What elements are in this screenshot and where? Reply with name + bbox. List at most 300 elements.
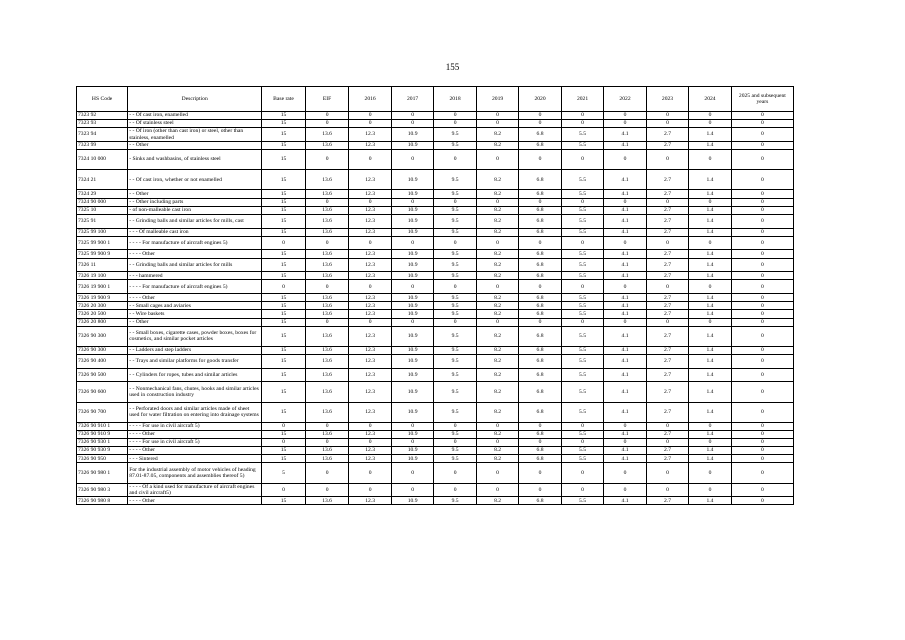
rate-cell: 0 (731, 170, 793, 190)
rate-cell: 8.2 (476, 368, 518, 382)
rate-cell: 0 (519, 463, 561, 483)
rate-cell: 8.2 (476, 346, 518, 354)
table-row (77, 497, 794, 505)
rate-cell: 13.6 (305, 214, 349, 228)
description-cell: - - Small cages and aviaries (128, 302, 262, 310)
rate-cell: 1.4 (689, 326, 731, 346)
hs-code-cell: 7326 90 910 9 (77, 430, 128, 438)
table-row (77, 280, 794, 294)
hs-code-cell: 7326 90 500 (77, 368, 128, 382)
table-row (77, 430, 794, 438)
rate-cell: 15 (262, 455, 306, 463)
rate-cell: 0 (305, 318, 349, 326)
rate-cell: 9.5 (434, 346, 476, 354)
rate-cell: 10.9 (391, 455, 433, 463)
rate-cell: 0 (731, 190, 793, 198)
rate-cell: 5.5 (561, 206, 603, 214)
rate-cell: 10.9 (391, 272, 433, 280)
rate-cell: 8.2 (476, 310, 518, 318)
rate-cell: 0 (731, 402, 793, 422)
rate-cell: 0 (731, 382, 793, 402)
rate-cell: 15 (262, 206, 306, 214)
rate-cell: 1.4 (689, 258, 731, 272)
description-cell: - - Grinding balls and similar articles for mills, cast (128, 214, 262, 228)
rate-cell: 2.7 (646, 272, 688, 280)
rate-cell: 1.4 (689, 128, 731, 142)
description-cell: - - Wire baskets (128, 310, 262, 318)
hs-code-cell: 7324 29 (77, 190, 128, 198)
rate-cell: 0 (604, 463, 646, 483)
rate-cell: 5 (262, 463, 306, 483)
rate-cell: 0 (731, 318, 793, 326)
rate-cell: 0 (731, 439, 793, 447)
rate-cell: 9.5 (434, 310, 476, 318)
rate-cell: 2.7 (646, 250, 688, 258)
rate-cell: 0 (434, 236, 476, 250)
rate-cell: 4.1 (604, 430, 646, 438)
hs-code-cell: 7324 21 (77, 170, 128, 190)
rate-cell: 12.3 (349, 302, 391, 310)
description-cell: - - - - Other (128, 430, 262, 438)
rate-cell: 0 (305, 463, 349, 483)
rate-cell: 9.5 (434, 142, 476, 150)
rate-cell: 1.4 (689, 382, 731, 402)
description-cell: - - Cylinders for ropes, tubes and similar articles (128, 368, 262, 382)
rate-cell: 0 (646, 463, 688, 483)
rate-cell: 2.7 (646, 346, 688, 354)
table-row (77, 346, 794, 354)
rate-cell: 0 (434, 439, 476, 447)
rate-cell: 13.6 (305, 447, 349, 455)
rate-cell: 15 (262, 142, 306, 150)
description-cell: - - Nonmechanical fans, chutes, hooks and similar articles used in construction industry (128, 382, 262, 402)
rate-cell: 0 (434, 483, 476, 497)
rate-cell: 12.3 (349, 272, 391, 280)
rate-cell: 8.2 (476, 402, 518, 422)
rate-cell: 4.1 (604, 447, 646, 455)
rate-cell: 15 (262, 310, 306, 318)
rate-cell: 0 (731, 463, 793, 483)
table-row (77, 228, 794, 236)
hs-code-cell: 7326 90 600 (77, 382, 128, 402)
rate-cell: 1.4 (689, 402, 731, 422)
rate-cell: 10.9 (391, 354, 433, 368)
hs-code-cell: 7326 90 910 1 (77, 422, 128, 430)
rate-cell: 1.4 (689, 214, 731, 228)
rate-cell: 15 (262, 497, 306, 505)
rate-cell: 1.4 (689, 272, 731, 280)
rate-cell: 1.4 (689, 346, 731, 354)
rate-cell: 9.5 (434, 447, 476, 455)
rate-cell: 10.9 (391, 190, 433, 198)
rate-cell: 6.8 (519, 294, 561, 302)
rate-cell: 0 (646, 236, 688, 250)
rate-cell: 0 (391, 112, 433, 120)
rate-cell: 0 (519, 120, 561, 128)
description-cell: For the industrial assembly of motor vehicles of heading 87.01-87.05, components and assemblies thereof 5) (128, 463, 262, 483)
rate-cell: 0 (349, 198, 391, 206)
rate-cell: 0 (349, 463, 391, 483)
rate-cell: 15 (262, 250, 306, 258)
rate-cell: 15 (262, 272, 306, 280)
rate-cell: 15 (262, 294, 306, 302)
rate-cell: 13.6 (305, 497, 349, 505)
rate-cell: 0 (604, 112, 646, 120)
rate-cell: 0 (391, 150, 433, 170)
rate-cell: 12.3 (349, 310, 391, 318)
table-row (77, 170, 794, 190)
rate-cell: 0 (689, 280, 731, 294)
rate-cell: 15 (262, 198, 306, 206)
rate-cell: 0 (561, 318, 603, 326)
rate-cell: 0 (349, 422, 391, 430)
rate-cell: 13.6 (305, 382, 349, 402)
rate-cell: 4.1 (604, 142, 646, 150)
description-cell: - - Of stainless steel (128, 120, 262, 128)
rate-cell: 5.5 (561, 497, 603, 505)
column-header: 2016 (349, 87, 391, 112)
rate-cell: 5.5 (561, 326, 603, 346)
rate-cell: 0 (731, 236, 793, 250)
rate-cell: 8.2 (476, 170, 518, 190)
rate-cell: 0 (349, 112, 391, 120)
rate-cell: 0 (349, 439, 391, 447)
rate-cell: 2.7 (646, 382, 688, 402)
rate-cell: 0 (646, 318, 688, 326)
rate-cell: 12.3 (349, 294, 391, 302)
rate-cell: 12.3 (349, 455, 391, 463)
description-cell: - - Ladders and step ladders (128, 346, 262, 354)
rate-cell: 6.8 (519, 272, 561, 280)
rate-cell: 5.5 (561, 214, 603, 228)
rate-cell: 2.7 (646, 302, 688, 310)
rate-cell: 10.9 (391, 430, 433, 438)
rate-cell: 8.2 (476, 250, 518, 258)
rate-cell: 0 (646, 483, 688, 497)
rate-cell: 2.7 (646, 206, 688, 214)
rate-cell: 12.3 (349, 402, 391, 422)
rate-cell: 12.3 (349, 228, 391, 236)
description-cell: - - Of cast iron, enamelled (128, 112, 262, 120)
rate-cell: 0 (305, 112, 349, 120)
rate-cell: 0 (434, 120, 476, 128)
rate-cell: 0 (604, 280, 646, 294)
rate-cell: 0 (731, 326, 793, 346)
rate-cell: 0 (561, 463, 603, 483)
rate-cell: 0 (689, 483, 731, 497)
rate-cell: 0 (391, 439, 433, 447)
rate-cell: 0 (305, 150, 349, 170)
description-cell: - - - - Other (128, 250, 262, 258)
rate-cell: 9.5 (434, 206, 476, 214)
rate-cell: 0 (646, 112, 688, 120)
rate-cell: 6.8 (519, 228, 561, 236)
rate-cell: 5.5 (561, 455, 603, 463)
hs-code-cell: 7326 90 980 3 (77, 483, 128, 497)
rate-cell: 5.5 (561, 294, 603, 302)
rate-cell: 1.4 (689, 190, 731, 198)
table-row (77, 294, 794, 302)
table-row (77, 258, 794, 272)
rate-cell: 0 (561, 483, 603, 497)
rate-cell: 0 (391, 422, 433, 430)
description-cell: - - - Of malleable cast iron (128, 228, 262, 236)
rate-cell: 0 (349, 483, 391, 497)
rate-cell: 12.3 (349, 142, 391, 150)
rate-cell: 0 (305, 439, 349, 447)
rate-cell: 5.5 (561, 447, 603, 455)
hs-code-cell: 7325 99 900 1 (77, 236, 128, 250)
rate-cell: 1.4 (689, 302, 731, 310)
rate-cell: 2.7 (646, 228, 688, 236)
rate-cell: 0 (305, 483, 349, 497)
rate-cell: 10.9 (391, 310, 433, 318)
rate-cell: 0 (519, 318, 561, 326)
rate-cell: 15 (262, 258, 306, 272)
rate-cell: 0 (305, 236, 349, 250)
rate-cell: 0 (434, 422, 476, 430)
table-row (77, 455, 794, 463)
rate-cell: 4.1 (604, 368, 646, 382)
rate-cell: 0 (434, 463, 476, 483)
rate-cell: 0 (434, 198, 476, 206)
rate-cell: 4.1 (604, 354, 646, 368)
rate-cell: 0 (561, 236, 603, 250)
rate-cell: 0 (689, 236, 731, 250)
rate-cell: 0 (731, 354, 793, 368)
description-cell: - - - - For use in civil aircraft 5) (128, 439, 262, 447)
hs-code-cell: 7324 90 000 (77, 198, 128, 206)
rate-cell: 0 (604, 150, 646, 170)
rate-cell: 13.6 (305, 368, 349, 382)
rate-cell: 0 (731, 422, 793, 430)
rate-cell: 13.6 (305, 190, 349, 198)
table-row (77, 310, 794, 318)
rate-cell: 0 (731, 198, 793, 206)
rate-cell: 0 (476, 463, 518, 483)
rate-cell: 0 (349, 318, 391, 326)
rate-cell: 4.1 (604, 206, 646, 214)
rate-cell: 13.6 (305, 402, 349, 422)
table-row (77, 214, 794, 228)
column-header: 2018 (434, 87, 476, 112)
rate-cell: 10.9 (391, 206, 433, 214)
rate-cell: 0 (476, 483, 518, 497)
rate-cell: 6.8 (519, 258, 561, 272)
table-row (77, 368, 794, 382)
rate-cell: 10.9 (391, 497, 433, 505)
rate-cell: 4.1 (604, 170, 646, 190)
rate-cell: 13.6 (305, 206, 349, 214)
rate-cell: 2.7 (646, 142, 688, 150)
rate-cell: 2.7 (646, 214, 688, 228)
rate-cell: 12.3 (349, 128, 391, 142)
rate-cell: 6.8 (519, 455, 561, 463)
rate-cell: 0 (731, 294, 793, 302)
rate-cell: 0 (731, 150, 793, 170)
description-cell: - - Of cast iron, whether or not enamelled (128, 170, 262, 190)
rate-cell: 4.1 (604, 128, 646, 142)
description-cell: - - - - Other (128, 294, 262, 302)
rate-cell: 0 (349, 150, 391, 170)
rate-cell: 9.5 (434, 294, 476, 302)
rate-cell: 10.9 (391, 228, 433, 236)
rate-cell: 6.8 (519, 310, 561, 318)
rate-cell: 15 (262, 447, 306, 455)
rate-cell: 10.9 (391, 302, 433, 310)
rate-cell: 10.9 (391, 294, 433, 302)
description-cell: - - Other (128, 318, 262, 326)
description-cell: - of non-malleable cast iron (128, 206, 262, 214)
column-header: 2020 (519, 87, 561, 112)
rate-cell: 1.4 (689, 310, 731, 318)
rate-cell: 0 (434, 112, 476, 120)
rate-cell: 9.5 (434, 430, 476, 438)
rate-cell: 6.8 (519, 170, 561, 190)
table-row (77, 142, 794, 150)
rate-cell: 0 (476, 150, 518, 170)
hs-code-cell: 7326 19 900 1 (77, 280, 128, 294)
rate-cell: 13.6 (305, 326, 349, 346)
rate-cell: 2.7 (646, 190, 688, 198)
rate-cell: 12.3 (349, 447, 391, 455)
hs-code-cell: 7325 99 900 9 (77, 250, 128, 258)
rate-cell: 6.8 (519, 497, 561, 505)
rate-cell: 8.2 (476, 302, 518, 310)
rate-cell: 10.9 (391, 170, 433, 190)
rate-cell: 4.1 (604, 214, 646, 228)
rate-cell: 0 (689, 318, 731, 326)
rate-cell: 6.8 (519, 447, 561, 455)
rate-cell: 8.2 (476, 430, 518, 438)
rate-cell: 0 (349, 120, 391, 128)
rate-cell: 15 (262, 382, 306, 402)
rate-cell: 0 (476, 422, 518, 430)
rate-cell: 1.4 (689, 170, 731, 190)
rate-cell: 9.5 (434, 497, 476, 505)
rate-cell: 5.5 (561, 310, 603, 318)
rate-cell: 12.3 (349, 326, 391, 346)
rate-cell: 0 (689, 150, 731, 170)
table-row (77, 447, 794, 455)
description-cell: - - Other (128, 190, 262, 198)
rate-cell: 0 (646, 198, 688, 206)
rate-cell: 0 (391, 463, 433, 483)
rate-cell: 0 (731, 280, 793, 294)
rate-cell: 0 (689, 112, 731, 120)
rate-cell: 0 (434, 280, 476, 294)
rate-cell: 0 (561, 150, 603, 170)
rate-cell: 9.5 (434, 368, 476, 382)
rate-cell: 9.5 (434, 128, 476, 142)
rate-cell: 0 (476, 280, 518, 294)
rate-cell: 0 (391, 318, 433, 326)
rate-cell: 12.3 (349, 497, 391, 505)
rate-cell: 1.4 (689, 228, 731, 236)
rate-cell: 0 (262, 483, 306, 497)
description-cell: - - Other including parts (128, 198, 262, 206)
rate-cell: 0 (561, 439, 603, 447)
rate-cell: 10.9 (391, 382, 433, 402)
rate-cell: 13.6 (305, 310, 349, 318)
rate-cell: 9.5 (434, 326, 476, 346)
rate-cell: 4.1 (604, 310, 646, 318)
rate-cell: 0 (561, 198, 603, 206)
rate-cell: 0 (604, 318, 646, 326)
table-header-row (77, 87, 794, 112)
rate-cell: 10.9 (391, 402, 433, 422)
rate-cell: 15 (262, 170, 306, 190)
rate-cell: 4.1 (604, 302, 646, 310)
rate-cell: 12.3 (349, 430, 391, 438)
rate-cell: 12.3 (349, 250, 391, 258)
rate-cell: 15 (262, 402, 306, 422)
rate-cell: 0 (262, 280, 306, 294)
hs-code-cell: 7326 90 700 (77, 402, 128, 422)
column-header: 2025 and subsequent years (731, 87, 793, 112)
rate-cell: 0 (349, 280, 391, 294)
rate-cell: 2.7 (646, 310, 688, 318)
rate-cell: 0 (305, 120, 349, 128)
description-cell: - - Trays and similar platforms for goods transfer (128, 354, 262, 368)
table-row (77, 272, 794, 280)
rate-cell: 0 (561, 120, 603, 128)
rate-cell: 0 (604, 198, 646, 206)
rate-cell: 15 (262, 346, 306, 354)
rate-cell: 2.7 (646, 368, 688, 382)
column-header: 2019 (476, 87, 518, 112)
description-cell: - - - - Other (128, 447, 262, 455)
rate-cell: 13.6 (305, 258, 349, 272)
hs-code-cell: 7326 90 300 (77, 346, 128, 354)
table-row (77, 120, 794, 128)
rate-cell: 0 (646, 280, 688, 294)
rate-cell: 0 (561, 112, 603, 120)
rate-cell: 10.9 (391, 346, 433, 354)
hs-code-cell: 7325 10 (77, 206, 128, 214)
rate-cell: 15 (262, 128, 306, 142)
rate-cell: 10.9 (391, 368, 433, 382)
hs-code-cell: 7326 90 300 (77, 326, 128, 346)
rate-cell: 0 (391, 198, 433, 206)
rate-cell: 1.4 (689, 430, 731, 438)
rate-cell: 0 (434, 150, 476, 170)
rate-cell: 9.5 (434, 190, 476, 198)
rate-cell: 0 (646, 439, 688, 447)
rate-cell: 0 (604, 483, 646, 497)
rate-cell: 1.4 (689, 368, 731, 382)
rate-cell: 12.3 (349, 258, 391, 272)
rate-cell: 8.2 (476, 382, 518, 402)
rate-cell: 0 (476, 236, 518, 250)
rate-cell: 0 (476, 112, 518, 120)
rate-cell: 0 (476, 198, 518, 206)
rate-cell: 0 (262, 439, 306, 447)
rate-cell: 2.7 (646, 128, 688, 142)
rate-cell: 0 (731, 112, 793, 120)
rate-cell: 10.9 (391, 250, 433, 258)
rate-cell: 5.5 (561, 302, 603, 310)
rate-cell: 0 (305, 422, 349, 430)
table-row (77, 302, 794, 310)
table-row (77, 250, 794, 258)
rate-cell: 6.8 (519, 142, 561, 150)
rate-cell: 8.2 (476, 294, 518, 302)
rate-cell: 15 (262, 354, 306, 368)
hs-code-cell: 7323 93 (77, 120, 128, 128)
column-header: Description (128, 87, 262, 112)
column-header: 2022 (604, 87, 646, 112)
